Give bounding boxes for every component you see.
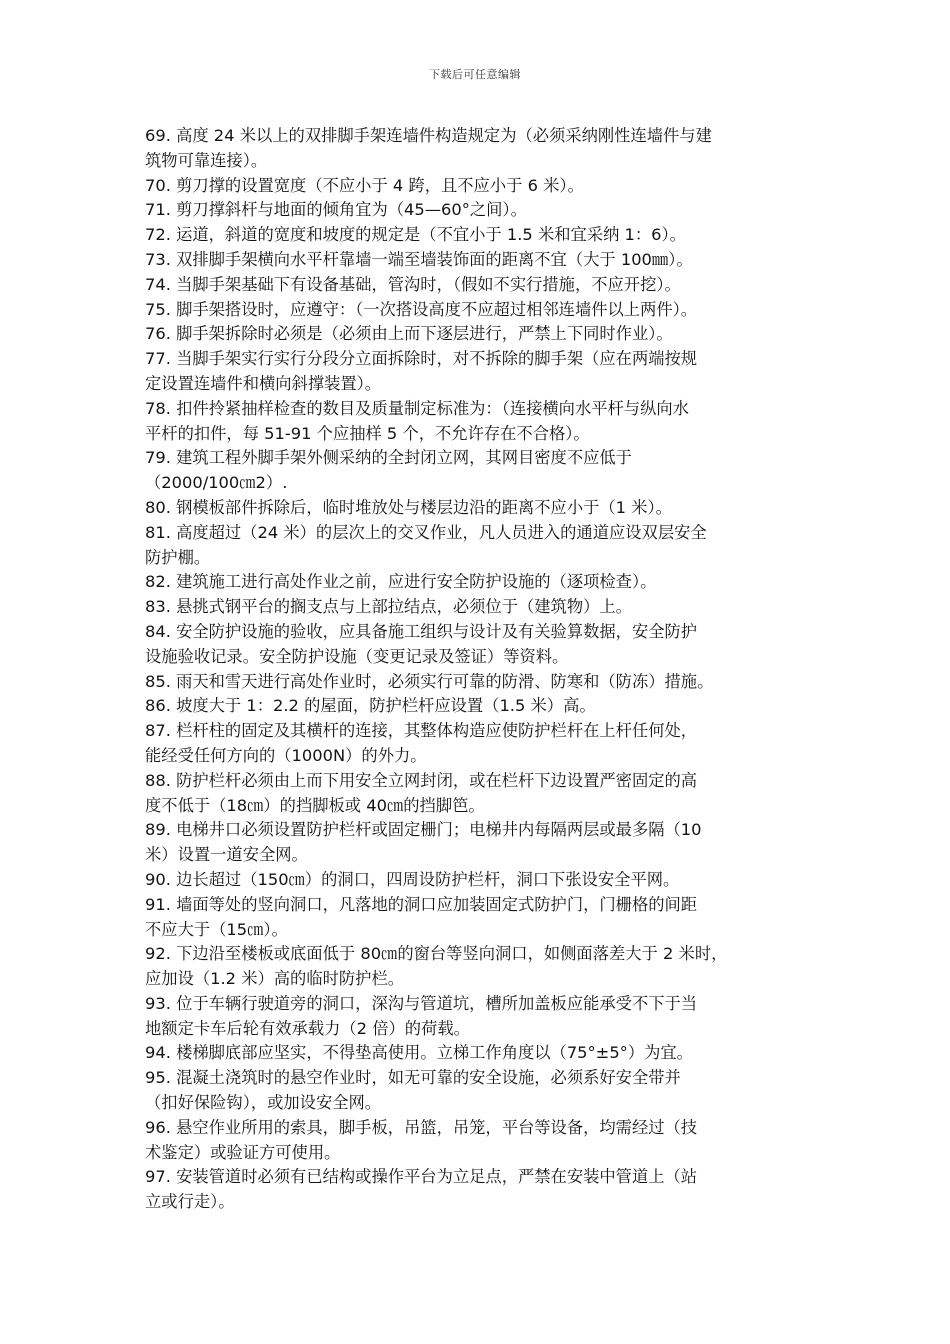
list-item-line: 76. 脚手架拆除时必须是（必须由上而下逐层进行，严禁上下同时作业）。 xyxy=(145,324,673,344)
list-item-line: 79. 建筑工程外脚手架外侧采纳的全封闭立网，其网目密度不应低于 xyxy=(145,448,632,468)
list-item-line: 不应大于（15㎝）。 xyxy=(145,919,288,939)
list-item xyxy=(145,273,809,298)
list-item xyxy=(145,124,809,174)
list-item-line: 84. 安全防护设施的验收，应具备施工组织与设计及有关验算数据，安全防护 xyxy=(145,621,698,641)
list-item-line: 78. 扣件拎紧抽样检查的数目及质量制定标准为：（连接横向水平杆与纵向水 xyxy=(145,398,689,418)
list-item xyxy=(145,1041,809,1066)
list-item-line: 定设置连墙件和横向斜撑装置）。 xyxy=(145,373,382,393)
list-item-line: 86. 坡度大于 1：2.2 的屋面，防护栏杆应设置（1.5 米）高。 xyxy=(145,696,596,716)
list-item xyxy=(145,397,809,447)
list-item xyxy=(145,595,809,620)
list-item-line: 筑物可靠连接）。 xyxy=(145,150,268,170)
list-item-line: 87. 栏杆柱的固定及其横杆的连接，其整体构造应使防护栏杆在上杆任何处， xyxy=(145,721,698,741)
list-item xyxy=(145,670,809,695)
list-item-line: 89. 电梯井口必须设置防护栏杆或固定栅门；电梯井内每隔两层或最多隔（10 xyxy=(145,820,702,840)
page-header: 下载后可任意编辑 xyxy=(429,68,521,81)
list-item-line: 71. 剪刀撑斜杆与地面的倾角宜为（45—60°之间）。 xyxy=(145,200,527,220)
list-item xyxy=(145,992,809,1042)
list-item-line: 度不低于（18㎝）的挡脚板或 40㎝的挡脚笆。 xyxy=(145,795,485,815)
list-item-line: （扣好保险钩），或加设安全网。 xyxy=(145,1093,382,1113)
list-item xyxy=(145,1066,809,1116)
list-item-line: 92. 下边沿至楼板或底面低于 80㎝的窗台等竖向洞口，如侧面落差大于 2 米时， xyxy=(145,944,728,964)
list-item xyxy=(145,1116,809,1166)
list-item-line: 应加设（1.2 米）高的临时防护栏。 xyxy=(145,969,405,989)
list-item-line: 设施验收记录。安全防护设施（变更记录及签证）等资料。 xyxy=(145,646,569,666)
list-item-line: 90. 边长超过（150㎝）的洞口，四周设防护栏杆，洞口下张设安全平网。 xyxy=(145,869,680,889)
list-item-line: 74. 当脚手架基础下有设备基础，管沟时，（假如不实行措施，不应开挖）。 xyxy=(145,274,681,294)
list-item xyxy=(145,322,809,347)
list-item xyxy=(145,570,809,595)
list-item-line: 88. 防护栏杆必须由上而下用安全立网封闭，或在栏杆下边设置严密固定的高 xyxy=(145,770,698,790)
list-item-line: 73. 双排脚手架横向水平杆靠墙一端至墙装饰面的距离不宜（大于 100㎜）。 xyxy=(145,249,693,269)
list-item-line: 77. 当脚手架实行实行分段分立面拆除时，对不拆除的脚手架（应在两端按规 xyxy=(145,349,698,369)
list-item xyxy=(145,521,809,571)
list-item xyxy=(145,223,809,248)
list-item xyxy=(145,694,809,719)
list-item-line: （2000/100㎝2）. xyxy=(145,473,288,493)
list-item xyxy=(145,769,809,819)
list-item xyxy=(145,198,809,223)
list-item-line: 立或行走）。 xyxy=(145,1192,235,1212)
question-list xyxy=(145,124,809,1215)
list-item xyxy=(145,347,809,397)
list-item-line: 72. 运道，斜道的宽度和坡度的规定是（不宜小于 1.5 米和宜采纳 1：6）。 xyxy=(145,225,686,245)
list-item-line: 防护棚。 xyxy=(145,547,211,567)
list-item-line: 地额定卡车后轮有效承载力（2 倍）的荷载。 xyxy=(145,1018,470,1038)
list-item-line: 米）设置一道安全网。 xyxy=(145,845,308,865)
list-item-line: 97. 安装管道时必须有已结构或操作平台为立足点，严禁在安装中管道上（站 xyxy=(145,1167,698,1187)
list-item-line: 91. 墙面等处的竖向洞口，凡落地的洞口应加装固定式防护门，门栅格的间距 xyxy=(145,894,698,914)
list-item xyxy=(145,893,809,943)
list-item xyxy=(145,496,809,521)
list-item-line: 80. 钢模板部件拆除后，临时堆放处与楼层边沿的距离不应小于（1 米）。 xyxy=(145,497,672,517)
list-item-line: 平杆的扣件，每 51-91 个应抽样 5 个，不允许存在不合格）。 xyxy=(145,423,590,443)
list-item-line: 能经受任何方向的（1000N）的外力。 xyxy=(145,745,427,765)
list-item-line: 85. 雨天和雪天进行高处作业时，必须实行可靠的防滑、防寒和（防冻）措施。 xyxy=(145,671,714,691)
list-item xyxy=(145,174,809,199)
list-item xyxy=(145,942,809,992)
list-item xyxy=(145,298,809,323)
list-item-line: 95. 混凝土浇筑时的悬空作业时，如无可靠的安全设施，必须系好安全带并 xyxy=(145,1068,681,1088)
list-item-line: 术鉴定）或验证方可使用。 xyxy=(145,1142,341,1162)
list-item-line: 82. 建筑施工进行高处作业之前，应进行安全防护设施的（逐项检查）。 xyxy=(145,572,657,592)
list-item-line: 70. 剪刀撑的设置宽度（不应小于 4 跨，且不应小于 6 米）。 xyxy=(145,175,584,195)
list-item xyxy=(145,868,809,893)
list-item xyxy=(145,620,809,670)
list-item xyxy=(145,1165,809,1215)
list-item-line: 75. 脚手架搭设时，应遵守：（一次搭设高度不应超过相邻连墙件以上两件）。 xyxy=(145,299,698,319)
list-item-line: 69. 高度 24 米以上的双排脚手架连墙件构造规定为（必须采纳刚性连墙件与建 xyxy=(145,126,712,145)
list-item-line: 94. 楼梯脚底部应坚实，不得垫高使用。立梯工作角度以（75°±5°）为宜。 xyxy=(145,1043,693,1063)
list-item-line: 96. 悬空作业所用的索具，脚手板，吊篮，吊笼，平台等设备，均需经过（技 xyxy=(145,1117,698,1137)
list-item xyxy=(145,446,809,496)
list-item-line: 81. 高度超过（24 米）的层次上的交叉作业，凡人员进入的通道应设双层安全 xyxy=(145,522,707,542)
list-item-line: 93. 位于车辆行驶道旁的洞口，深沟与管道坑，槽所加盖板应能承受不下于当 xyxy=(145,993,698,1013)
list-item xyxy=(145,719,809,769)
list-item xyxy=(145,818,809,868)
list-item-line: 83. 悬挑式钢平台的搁支点与上部拉结点，必须位于（建筑物）上。 xyxy=(145,597,632,617)
list-item xyxy=(145,248,809,273)
